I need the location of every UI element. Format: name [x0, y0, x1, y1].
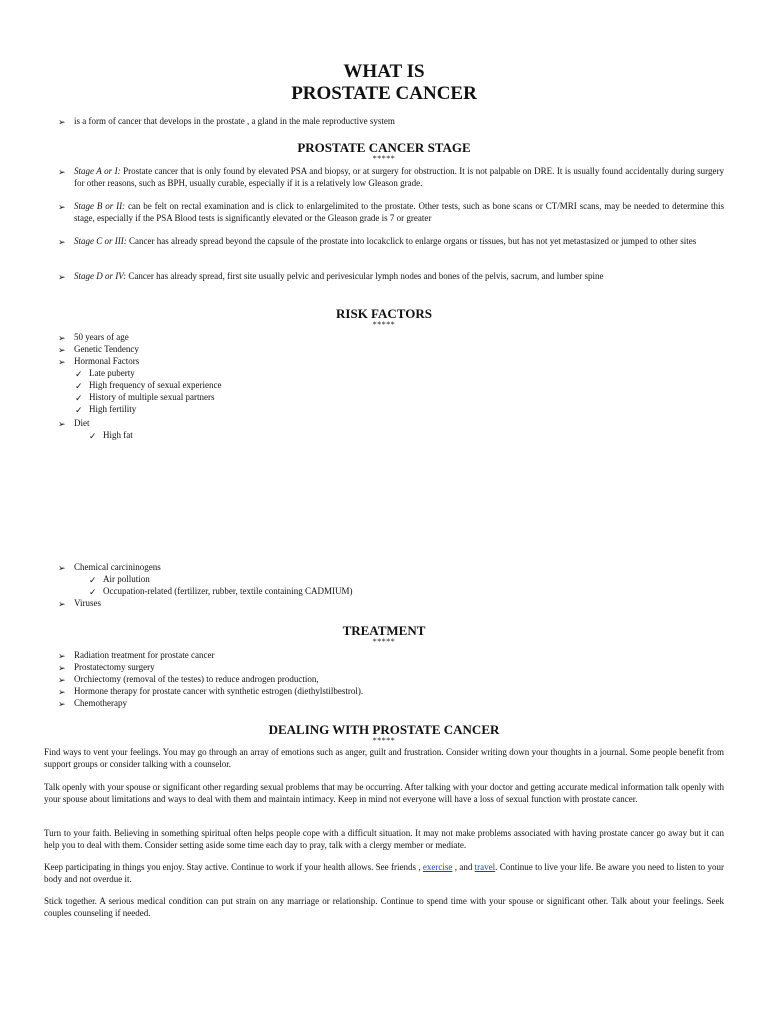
check-icon: ✓: [89, 575, 97, 585]
risk-item: Hormonal Factors: [74, 356, 140, 366]
check-icon: ✓: [89, 431, 97, 441]
stage-item-a: [74, 166, 724, 189]
arrow-bullet-icon: ➢: [58, 272, 66, 282]
paragraph-text: Keep participating in things you enjoy. Stay active. Continue to work if your health allows. See friends ,: [44, 862, 423, 872]
paragraph-text: . Continue to live your life. Be aware you need to listen to your body and not overdue it.: [44, 862, 725, 884]
check-icon: ✓: [75, 393, 83, 403]
paragraph-with-links: [44, 862, 724, 885]
arrow-bullet-icon: ➢: [58, 357, 66, 367]
arrow-bullet-icon: ➢: [58, 687, 66, 697]
stage-label: Stage A or I:: [74, 166, 121, 176]
stage-label: Stage B or II:: [74, 201, 126, 211]
stage-text: Cancer has already spread beyond the capsule of the prostate into locakclick to enlarge organs or tissues, but has not yet metastasized or jumped to other sites: [126, 236, 697, 246]
dealing-section-title: DEALING WITH PROSTATE CANCER: [268, 722, 500, 737]
treatment-item: Chemotherapy: [74, 698, 127, 708]
arrow-bullet-icon: ➢: [58, 202, 66, 212]
risk-sub-item: Occupation-related (fertilizer, rubber, textile containing CADMIUM): [103, 586, 353, 596]
check-icon: ✓: [75, 405, 83, 415]
stage-item-c: [74, 236, 724, 248]
arrow-bullet-icon: ➢: [58, 117, 66, 127]
risk-section-stars: *****: [372, 320, 396, 329]
arrow-bullet-icon: ➢: [58, 699, 66, 709]
risk-section-title: RISK FACTORS: [336, 306, 432, 321]
paragraph: Turn to your faith. Believing in something spiritual often helps people cope with a difficult situation. It may not make problems associated with having prostate cancer go away but it can help you to deal with them. Consider setting aside some time each day to pray, talk with a clergy member or mediate.: [44, 828, 724, 850]
risk-sub-item: History of multiple sexual partners: [89, 392, 215, 402]
risk-item: Genetic Tendency: [74, 344, 139, 354]
risk-item: 50 years of age: [74, 332, 129, 342]
paragraph-text: , and: [452, 862, 475, 872]
arrow-bullet-icon: ➢: [58, 333, 66, 343]
risk-item: Diet: [74, 418, 90, 428]
page-title-line1: WHAT IS: [343, 61, 425, 82]
risk-sub-item: High fertility: [89, 404, 137, 414]
stage-text: Cancer has already spread, first site usually pelvic and perivesicular lymph nodes and bones of the pelvis, sacrum, and lumber spine: [126, 271, 604, 281]
stage-section-title: PROSTATE CANCER STAGE: [297, 140, 471, 155]
treatment-section-title: TREATMENT: [342, 623, 426, 638]
risk-item: Chemical carcininogens: [74, 562, 161, 572]
check-icon: ✓: [75, 381, 83, 391]
arrow-bullet-icon: ➢: [58, 651, 66, 661]
treatment-item: Prostatectomy surgery: [74, 662, 155, 672]
check-icon: ✓: [75, 369, 83, 379]
stage-item-d: [74, 271, 724, 283]
arrow-bullet-icon: ➢: [58, 237, 66, 247]
dealing-section-stars: *****: [372, 736, 396, 745]
stage-label: Stage C or III:: [74, 236, 127, 246]
treatment-section-stars: *****: [372, 637, 396, 646]
arrow-bullet-icon: ➢: [58, 419, 66, 429]
stage-item-b: [74, 201, 724, 224]
treatment-item: Orchiectomy (removal of the testes) to reduce androgen production,: [74, 674, 319, 684]
risk-sub-item: High fat: [103, 430, 133, 440]
stage-section-stars: *****: [372, 154, 396, 163]
paragraph: Stick together. A serious medical condition can put strain on any marriage or relationship. Continue to spend time with your spouse or significant other. Talk about your feelings. Seek couples counseling if needed.: [44, 896, 724, 918]
exercise-link[interactable]: exercise: [422, 862, 453, 872]
treatment-item: Radiation treatment for prostate cancer: [74, 650, 215, 660]
arrow-bullet-icon: ➢: [58, 563, 66, 573]
arrow-bullet-icon: ➢: [58, 663, 66, 673]
travel-link[interactable]: travel: [474, 862, 496, 872]
arrow-bullet-icon: ➢: [58, 599, 66, 609]
page-title-line2: PROSTATE CANCER: [291, 83, 477, 104]
check-icon: ✓: [89, 587, 97, 597]
arrow-bullet-icon: ➢: [58, 345, 66, 355]
arrow-bullet-icon: ➢: [58, 675, 66, 685]
risk-sub-item: High frequency of sexual experience: [89, 380, 222, 390]
stage-text: Prostate cancer that is only found by elevated PSA and biopsy, or at surgery for obstruction. It is not palpable on DRE. It is usually found accidentally during surgery for other reasons, such as BPH, usually curable, especially if it is a relatively low Gleason grade.: [74, 166, 725, 188]
paragraph: Talk openly with your spouse or significant other regarding sexual problems that may be occurring. After talking with your doctor and getting accurate medical information talk openly with your spouse about limitations and ways to deal with them and maintain intimacy. Keep in mind not everyone will have a loss of sexual function with prostate cancer.: [44, 782, 724, 804]
risk-sub-item: Air pollution: [103, 574, 150, 584]
intro-text: is a form of cancer that develops in the prostate , a gland in the male reproductive system: [74, 116, 395, 126]
stage-label: Stage D or IV:: [74, 271, 127, 281]
risk-sub-item: Late puberty: [89, 368, 135, 378]
arrow-bullet-icon: ➢: [58, 167, 66, 177]
risk-item: Viruses: [74, 598, 101, 608]
treatment-item: Hormone therapy for prostate cancer with synthetic estrogen (diethylstilbestrol).: [74, 686, 364, 696]
stage-text: can be felt on rectal examination and is click to enlargelimited to the prostate. Other tests, such as bone scans or CT/MRI scans, may be needed to determine this stage, especially if the PSA Blood tests is significantly elevated or the Gleason grade is 7 or greater: [74, 201, 724, 223]
paragraph: Find ways to vent your feelings. You may go through an array of emotions such as anger, guilt and frustration. Consider writing down your thoughts in a journal. Some people benefit from support groups or consider talking with a counselor.: [44, 747, 724, 769]
